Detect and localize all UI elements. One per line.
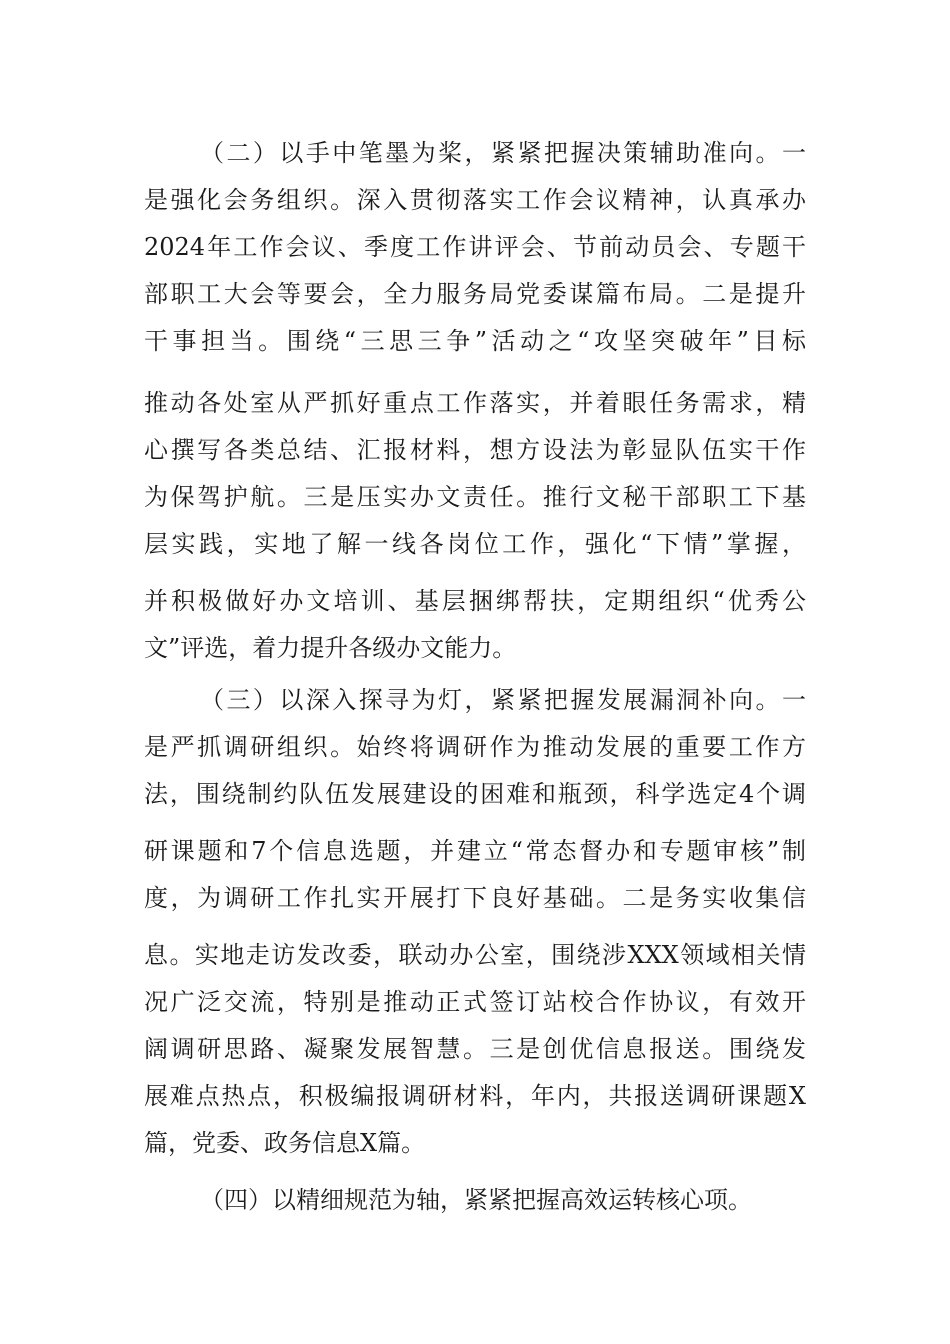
paragraph-3-line: 是严抓调研组织。始终将调研作为推动发展的重要工作方 <box>144 733 806 761</box>
paragraph-3-line: 法，围绕制约队伍发展建设的困难和瓶颈，科学选定4个调 <box>144 780 806 808</box>
paragraph-2-line: 部职工大会等要会，全力服务局党委谋篇布局。二是提升 <box>144 280 806 308</box>
paragraph-3-line: （三）以深入探寻为灯，紧紧把握发展漏洞补向。一 <box>200 686 806 714</box>
paragraph-3-line: 展难点热点，积极编报调研材料，年内，共报送调研课题X <box>144 1082 806 1110</box>
paragraph-2-line: 推动各处室从严抓好重点工作落实，并着眼任务需求，精 <box>144 389 806 417</box>
paragraph-3-line: 阔调研思路、凝聚发展智慧。三是创优信息报送。围绕发 <box>144 1035 806 1063</box>
paragraph-3-line: 度，为调研工作扎实开展打下良好基础。二是务实收集信 <box>144 884 806 912</box>
paragraph-2-line: 干事担当。围绕“三思三争”活动之“攻坚突破年”目标 <box>144 327 806 355</box>
paragraph-2-line: 是强化会务组织。深入贯彻落实工作会议精神，认真承办 <box>144 186 806 214</box>
paragraph-2-line: 2024年工作会议、季度工作讲评会、节前动员会、专题干 <box>144 233 806 261</box>
paragraph-2-line: 并积极做好办文培训、基层捆绑帮扶，定期组织“优秀公 <box>144 587 806 615</box>
paragraph-3-line: 息。实地走访发改委，联动办公室，围绕涉XXX领域相关情 <box>144 941 806 969</box>
paragraph-3-line: 况广泛交流，特别是推动正式签订站校合作协议，有效开 <box>144 988 806 1016</box>
paragraph-4-heading: （四）以精细规范为轴，紧紧把握高效运转核心项。 <box>200 1186 752 1214</box>
paragraph-2-line: （二）以手中笔墨为桨，紧紧把握决策辅助准向。一 <box>200 139 806 167</box>
paragraph-2-line: 为保驾护航。三是压实办文责任。推行文秘干部职工下基 <box>144 483 806 511</box>
paragraph-3-last-line: 篇，党委、政务信息X篇。 <box>144 1129 426 1157</box>
paragraph-2-line: 心撰写各类总结、汇报材料，想方设法为彰显队伍实干作 <box>144 436 806 464</box>
paragraph-2-line: 层实践，实地了解一线各岗位工作，强化“下情”掌握， <box>144 530 806 558</box>
paragraph-2-last-line: 文”评选，着力提升各级办文能力。 <box>144 634 517 662</box>
paragraph-3-line: 研课题和7个信息选题，并建立“常态督办和专题审核”制 <box>144 837 806 865</box>
